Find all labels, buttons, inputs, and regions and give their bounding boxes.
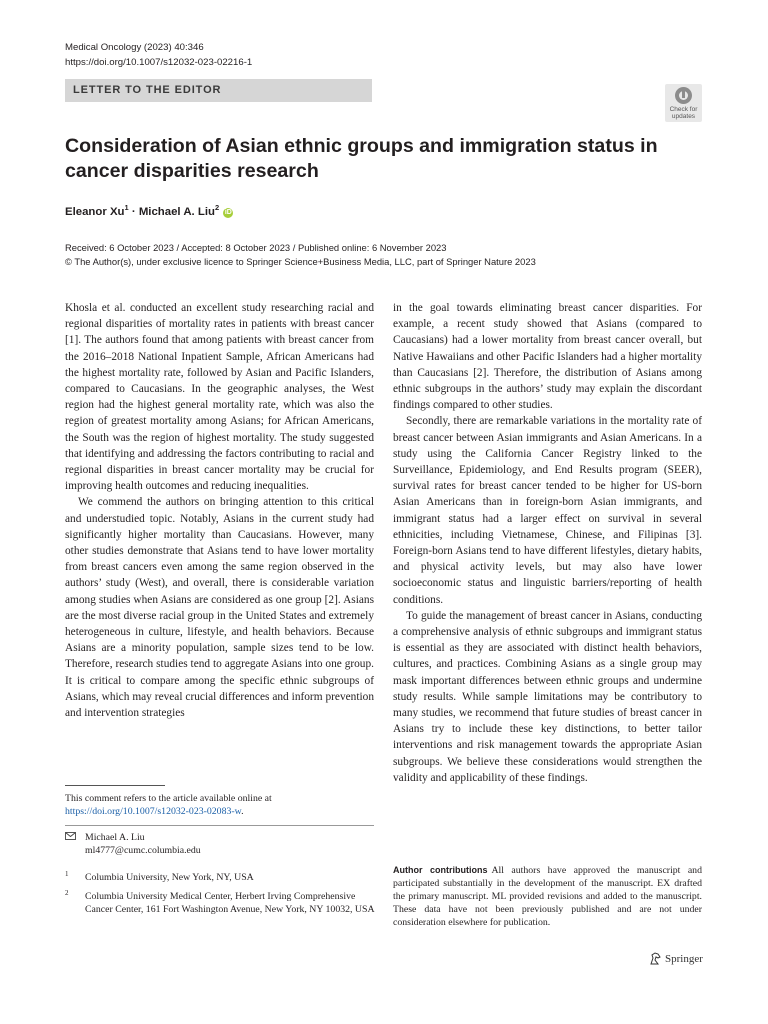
section-label: LETTER TO THE EDITOR (73, 84, 222, 96)
contributions-heading: Author contributions (393, 865, 488, 875)
footnote-divider (65, 785, 165, 786)
body-column-right (393, 300, 702, 786)
affiliation-number: 1 (65, 870, 69, 878)
affiliation-number: 2 (65, 889, 69, 897)
body-paragraph: in the goal towards eliminating breast cancer disparities. For example, a recent study showed that Asians (compared to Caucasians) had a lower mortality from breast cancer overall, but Native Hawaiians and other Pacific Islanders had a higher mortality than Caucasians [2]. Therefore, the distribution of Asians among ethnic subgroups in the authors’ study may explain the discordant findings compared to other studies. (393, 302, 702, 412)
related-article-footnote: This comment refers to the article available online at https://doi.org/10.1007/s12032-023-02083-w. (65, 793, 272, 817)
author-separator: · (128, 205, 139, 218)
correspondence-name: Michael A. Liu (85, 832, 145, 843)
history-dates: Received: 6 October 2023 / Accepted: 8 October 2023 / Published online: 6 November 2023 (65, 242, 447, 253)
article-doi: https://doi.org/10.1007/s12032-023-02216-1 (65, 57, 253, 68)
body-paragraph: Khosla et al. conducted an excellent study researching racial and regional disparities of mortality rates in patients with breast cancer [1]. The authors found that among patients with breast cancer from the 2016–2018 National Inpatient Sample, African Americans had the highest mortality rate, followed by Asian and Pacific Islanders, compared to Caucasians. In the geographic analyses, the West region had the highest general mortality rate, which was also the region of greatest mortality among Asians; for African Americans, the South was the region of highest mortality. The study suggested that identifying and addressing the factors contributing to racial and regional disparities in breast cancer mortality may be crucial for improving health outcomes and reducing inequalities. (65, 302, 374, 493)
contributions-text: All authors have approved the manuscript and participated substantially in the development of the manuscript. EX drafted the primary manuscript. ML provided revisions and added to the manuscript. These data have not been previously published and are not under consideration elsewhere for publication. (393, 865, 702, 928)
body-paragraph: Secondly, there are remarkable variations in the mortality rate of breast cancer between Asian immigrants and Asian Americans. In a study using the California Cancer Registry linked to the Surveillance, Epidemiology, and End Results program (SEER), survival rates for breast cancer tended to be higher for US-born Asian Americans than in foreign-born Asian immigrants, and immigrant status had a larger effect on survival in several ethnicities, including Vietnamese, Chinese, and Filipinas [3]. Foreign-born Asians tend to have different lifestyles, dietary habits, and physical activity levels, but may also have lower socioeconomic status and linguistic barriers/reporting of health conditions. (393, 415, 702, 606)
section-banner (65, 79, 372, 102)
author-affiliation-mark: 1 (124, 203, 129, 212)
check-updates-label: Check for updates (669, 106, 698, 120)
body-paragraph: We commend the authors on bringing attention to this critical and understudied topic. Notably, Asians in the current study had significantly higher mortality than Caucasians. However, many other studies demonstrate that Asians tend to have lower mortality from breast cancers even among the same region observed in the authors’ study (West), and overall, there is considerable variation among studies when Asians are considered as one group [2]. Asians are the most diverse racial group in the United States and extremely heterogeneous in culture, lifestyle, and health behaviors. Because Asians are a minority population, sample sizes tend to be low. Therefore, research studies tend to aggregate Asians into one group. It is critical to compare among the specific ethnic subgroups of Asians, which may reveal crucial differences and inform prevention and intervention strategies (65, 496, 374, 720)
orcid-icon[interactable]: iD (224, 208, 232, 216)
journal-info (65, 40, 252, 70)
copyright-notice: © The Author(s), under exclusive licence to Springer Science+Business Media, LLC, part of Springer Nature 2023 (65, 256, 536, 267)
affiliation-text: Columbia University, New York, NY, USA (85, 872, 254, 883)
springer-horse-icon (649, 952, 662, 965)
correspondence-divider (65, 825, 374, 826)
correspondence-email[interactable]: ml4777@cumc.columbia.edu (85, 845, 201, 856)
journal-citation: Medical Oncology (2023) 40:346 (65, 42, 204, 53)
author-contributions (393, 864, 702, 929)
publisher-name: Springer (665, 953, 703, 965)
author-list (65, 203, 233, 218)
author-name[interactable]: Michael A. Liu (138, 205, 215, 218)
check-updates-icon (675, 87, 692, 104)
author-name[interactable]: Eleanor Xu (65, 205, 125, 218)
affiliation-text: Columbia University Medical Center, Herbert Irving Comprehensive Cancer Center, 161 Fort Washington Avenue, New York, NY 10032, USA (85, 891, 375, 915)
body-paragraph: To guide the management of breast cancer in Asians, conducting a comprehensive analysis of ethnic subgroups and immigrant status is essential as they are associated with distinct health behaviors, cultures, and practices. Combining Asians as a single group may mask important differences between ethnic groups and undermine study results. While sample limitations may be contributory to many studies, we recommend that future studies of breast cancer in Asians try to include these key distinctions, to better tailor interventions and risk management towards the appropriate Asian subgroups. We believe these considerations would strengthen the validity and applicability of these findings. (393, 609, 702, 784)
publication-history (65, 241, 536, 269)
author-affiliation-mark: 2 (214, 203, 220, 212)
envelope-icon (65, 832, 76, 840)
check-for-updates-button[interactable] (665, 84, 702, 122)
publisher-logo[interactable] (649, 952, 703, 965)
body-column-left (65, 300, 374, 721)
article-title: Consideration of Asian ethnic groups and immigration status in cancer disparities research (65, 135, 658, 182)
related-article-link[interactable]: https://doi.org/10.1007/s12032-023-02083-w (65, 806, 242, 817)
